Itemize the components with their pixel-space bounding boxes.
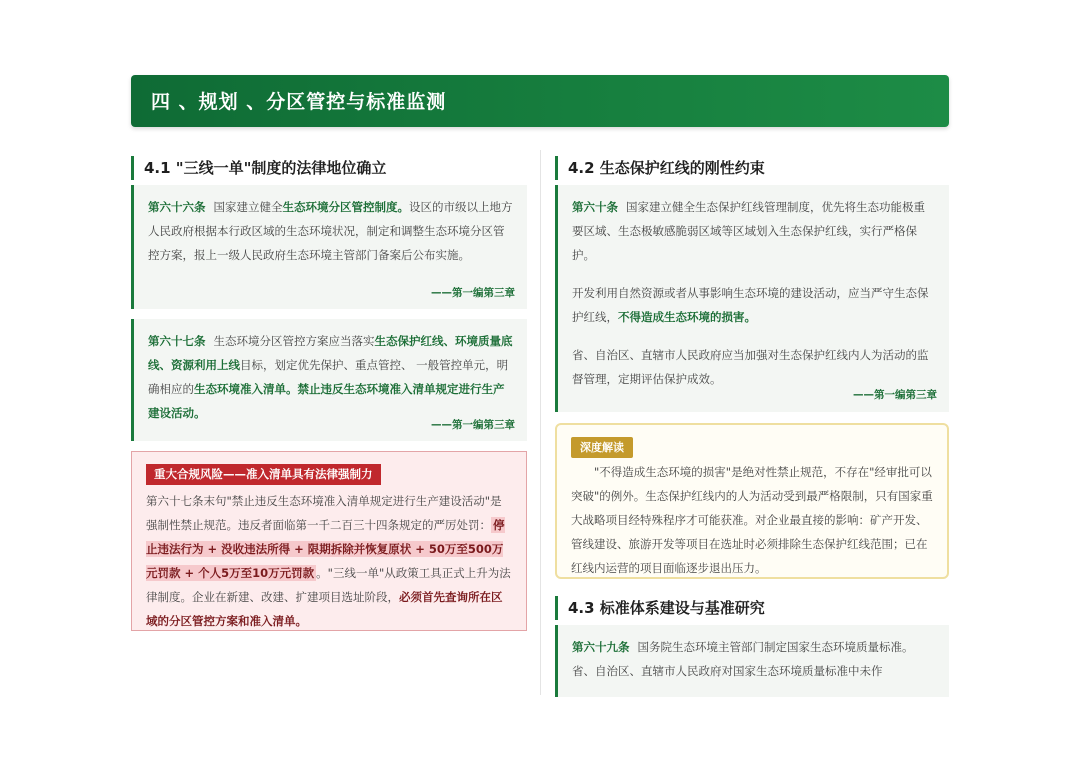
risk-text-b: 。"三线一单"从政策工具正式上升为法律制度。企业在新建、改建、扩建项目选址阶段， (146, 566, 511, 604)
article-60-label: 第六十条 (572, 200, 618, 214)
article-67-highlight-b: 生态环境准入清单。禁止违反生态环境准入清单规定进行生产建设活动。 (148, 382, 505, 420)
section-banner (131, 75, 949, 127)
article-60-p2-highlight: 不得造成生态环境的损害。 (618, 310, 756, 324)
article-66-highlight: 生态环境分区管控制度。 (282, 200, 409, 214)
section-43-heading: 4.3 标准体系建设与基准研究 (555, 596, 765, 620)
article-67-card (131, 319, 527, 441)
article-60-card (555, 185, 949, 412)
risk-text-a: 第六十七条末句"禁止违反生态环境准入清单规定进行生产建设活动"是强制性禁止规范。违反者面临第一千二百三十四条规定的严厉处罚： (146, 494, 502, 532)
article-66-card (131, 185, 527, 309)
article-67-label: 第六十七条 (148, 334, 206, 348)
article-60-p1: 国家建立健全生态保护红线管理制度，优先将生态功能极重要区域、生态极敏感脆弱区域等区域划入生态保护红线，实行严格保护。 (572, 200, 925, 262)
banner-title: 四 、规划 、分区管控与标准监测 (151, 91, 447, 113)
article-67-highlight-a: 生态保护红线、环境质量底线、资源利用上线 (148, 334, 513, 372)
section-41-heading: 4.1 "三线一单"制度的法律地位确立 (131, 156, 386, 180)
interpretation-badge: 深度解读 (571, 437, 633, 458)
risk-badge: 重大合规风险——准入清单具有法律强制力 (146, 464, 381, 485)
risk-bold: 必须首先查询所在区域的分区管控方案和准入清单。 (146, 590, 503, 628)
article-66-source: ——第一编第三章 (431, 287, 515, 299)
section-42-heading: 4.2 生态保护红线的刚性约束 (555, 156, 765, 180)
article-66-text-a: 国家建立健全 (213, 200, 283, 214)
interpretation-text: "不得造成生态环境的损害"是绝对性禁止规范，不存在"经审批可以突破"的例外。生态保护红线内的人为活动受到最严格限制，只有国家重大战略项目经特殊程序才可能获准。对企业最直接的影响：矿产开发、管线建设、旅游开发等项目在选址时必须排除生态保护红线范围；已在红线内运营的项目面临逐步退出压力。 (571, 465, 933, 575)
article-67-source: ——第一编第三章 (431, 419, 515, 431)
article-60-p2-text: 开发利用自然资源或者从事影响生态环境的建设活动，应当严守生态保护红线， (572, 286, 929, 324)
article-69-label: 第六十九条 (572, 640, 630, 654)
article-60-p3: 省、自治区、直辖市人民政府应当加强对生态保护红线内人为活动的监督管理，定期评估保护成效。 (572, 348, 929, 386)
article-67-text-a: 生态环境分区管控方案应当落实 (213, 334, 375, 348)
article-69-card (555, 625, 949, 697)
risk-penalty: 停止违法行为 + 没收违法所得 + 限期拆除并恢复原状 + 50万至500万元罚款 + 个人5万至10万元罚款 (146, 518, 505, 580)
article-66-label: 第六十六条 (148, 200, 206, 214)
compliance-risk-box (131, 451, 527, 631)
article-60-source: ——第一编第三章 (853, 389, 937, 401)
article-69-text: 国务院生态环境主管部门制定国家生态环境质量标准。省、自治区、直辖市人民政府对国家生态环境质量标准中未作 (572, 640, 914, 678)
column-divider (540, 150, 541, 695)
article-66-text-b: 设区的市级以上地方人民政府根据本行政区域的生态环境状况，制定和调整生态环境分区管控方案，报上一级人民政府生态环境主管部门备案后公布实施。 (148, 200, 513, 262)
interpretation-box (555, 423, 949, 579)
article-67-text-b: 目标，划定优先保护、重点管控、 一般管控单元，明确相应的 (148, 358, 509, 396)
